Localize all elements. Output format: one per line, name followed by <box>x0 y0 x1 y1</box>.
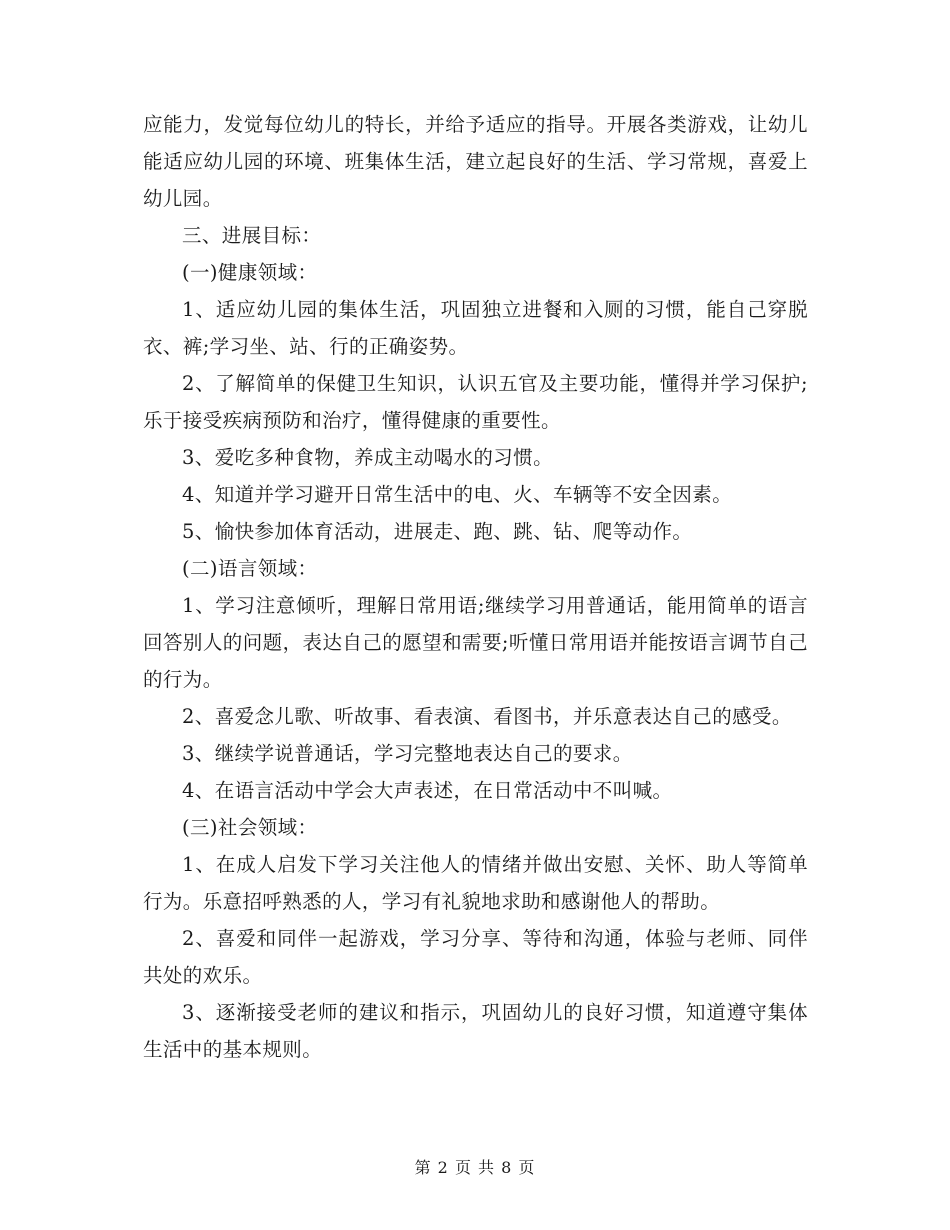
subsection-heading: (一)健康领域： <box>182 261 318 284</box>
paragraph: 2、了解简单的保健卫生知识，认识五官及主要功能，懂得并学习保护;乐于接受疾病预防和治疗，懂得健康的重要性。 <box>143 372 808 432</box>
subsection-heading: (二)语言领域： <box>182 557 318 580</box>
paragraph: 1、学习注意倾听，理解日常用语;继续学习用普通话，能用简单的语言回答别人的问题，表达自己的愿望和需要;听懂日常用语并能按语言调节自己的行为。 <box>143 594 808 691</box>
page-number-footer: 第 2 页 共 8 页 <box>414 1158 536 1177</box>
paragraph: 3、逐渐接受老师的建议和指示，巩固幼儿的良好习惯，知道遵守集体生活中的基本规则。 <box>143 1001 808 1061</box>
section-heading: 三、进展目标： <box>182 224 322 247</box>
paragraph: 4、知道并学习避开日常生活中的电、火、车辆等不安全因素。 <box>182 483 733 506</box>
paragraph: 2、喜爱和同伴一起游戏，学习分享、等待和沟通，体验与老师、同伴共处的欢乐。 <box>143 927 808 987</box>
paragraph: 5、愉快参加体育活动，进展走、跑、跳、钻、爬等动作。 <box>182 520 693 543</box>
paragraph: 3、爱吃多种食物，养成主动喝水的习惯。 <box>182 446 554 469</box>
document-body <box>143 106 808 1068</box>
paragraph: 3、继续学说普通话，学习完整地表达自己的要求。 <box>182 742 633 765</box>
paragraph: 4、在语言活动中学会大声表述，在日常活动中不叫喊。 <box>182 779 673 802</box>
paragraph: 应能力，发觉每位幼儿的特长，并给予适应的指导。开展各类游戏，让幼儿能适应幼儿园的环境、班集体生活，建立起良好的生活、学习常规，喜爱上幼儿园。 <box>143 113 808 210</box>
paragraph: 1、在成人启发下学习关注他人的情绪并做出安慰、关怀、助人等简单行为。乐意招呼熟悉的人，学习有礼貌地求助和感谢他人的帮助。 <box>143 853 808 913</box>
subsection-heading: (三)社会领域： <box>182 816 318 839</box>
paragraph: 2、喜爱念儿歌、听故事、看表演、看图书，并乐意表达自己的感受。 <box>182 705 792 728</box>
paragraph: 1、适应幼儿园的集体生活，巩固独立进餐和入厕的习惯，能自己穿脱衣、裤;学习坐、站、行的正确姿势。 <box>143 298 808 358</box>
